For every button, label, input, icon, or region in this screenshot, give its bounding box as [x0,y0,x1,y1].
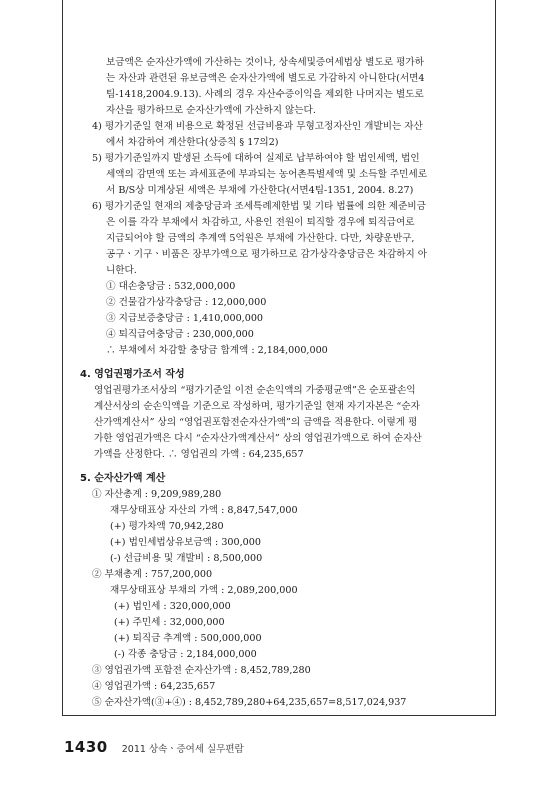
note-line: 지급되어야 할 금액의 추계액 5억원은 부채에 가산한다. 다만, 차량운반구, [106,233,415,244]
list-item: (+) 퇴직금 추계액 : 500,000,000 [114,633,262,644]
list-item: (+) 주민세 : 32,000,000 [114,617,225,628]
list-item: ① 대손충당금 : 532,000,000 [106,281,236,292]
document-body [80,55,488,711]
page-footer [64,738,244,756]
note-line: 공구ㆍ기구ㆍ비품은 장부가액으로 평가하므로 감가상각충당금은 차감하지 아 [106,249,428,260]
list-item: ② 건물감가상각충당금 : 12,000,000 [106,297,267,308]
text-line: 자산을 평가하므로 순자산가액에 가산하지 않는다. [106,105,316,116]
text-line: 팀-1418,2004.9.13). 사례의 경우 자산수증이익을 제외한 나머지는 별도로 [106,89,424,100]
list-item: ① 자산총계 : 9,209,989,280 [92,489,222,500]
note-line: 서 B/S상 미계상된 세액은 부채에 가산한다(서면4팀-1351, 2004. 8.27) [106,185,414,196]
list-item: (-) 선급비용 및 개발비 : 8,500,000 [110,553,263,564]
note-5 [80,151,488,199]
text-line: 계산서상의 순손익액을 기준으로 작성하며, 평가기준일 현재 자기자본은 “순자 [94,401,420,412]
text-line: 가한 영업권가액은 다시 “순자산가액계산서” 상의 영업권가액으로 하여 순자산 [94,433,422,444]
list-item: ③ 지급보증충당금 : 1,410,000,000 [106,313,264,324]
note-line: 5) 평가기준일까지 발생된 소득에 대하여 실제로 납부하여야 할 법인세액, 법인 [92,153,420,164]
note-line: 에서 차감하여 계산한다(상증칙 § 17의2) [106,137,279,148]
book-title: 2011 상속ㆍ증여세 실무편람 [121,744,244,755]
section-4-title: 4. 영업권평가조서 작성 [80,369,185,380]
note-6 [80,199,488,279]
list-item: 재무상태표상 부채의 가액 : 2,089,200,000 [110,585,298,596]
list-item: ⑤ 순자산가액(③+④) : 8,452,789,280+64,235,657=8,517,024,937 [92,697,407,708]
list-item: (-) 각종 충당금 : 2,184,000,000 [114,649,257,660]
note-line: 은 이를 각각 부채에서 차감하고, 사용인 전원이 퇴직할 경우에 퇴직급여로 [106,217,415,228]
list-item: (+) 평가차액 70,942,280 [110,521,224,532]
list-item: ④ 영업권가액 : 64,235,657 [92,681,216,692]
text-line: 가액을 산정한다. ∴ 영업권의 가액 : 64,235,657 [94,449,304,460]
list-item: ③ 영업권가액 포함전 순자산가액 : 8,452,789,280 [92,665,311,676]
list-item: ② 부채총계 : 757,200,000 [92,569,213,580]
section-5-title: 5. 순자산가액 계산 [80,473,166,484]
section-5-list [80,487,488,711]
note-4 [80,119,488,151]
allowance-list [80,279,488,359]
text-line: 는 자산과 관련된 유보금액은 순자산가액에 별도로 가감하지 아니한다(서면4 [106,73,425,84]
top-paragraph [80,55,488,119]
section-4-body [80,383,488,463]
list-item: 재무상태표상 자산의 가액 : 8,847,547,000 [110,505,298,516]
list-item: (+) 법인세법상유보금액 : 300,000 [110,537,261,548]
page-number: 1430 [64,738,108,756]
note-line: 4) 평가기준일 현재 비용으로 확정된 선급비용과 무형고정자산인 개발비는 자산 [92,121,423,132]
text-line: 산가액계산서” 상의 “영업권포함전순자산가액”의 금액을 적용한다. 이렇게 평 [94,417,418,428]
text-line: 영업권평가조서상의 “평가기준일 이전 순손익액의 가중평균액”은 순포괄손익 [94,385,416,396]
note-line: 니한다. [106,265,137,276]
note-line: 세액의 감면액 또는 과세표준에 부과되는 농어촌특별세액 및 소득할 주민세로 [106,169,427,180]
text-line: 보금액은 순자산가액에 가산하는 것이나, 상속세및증여세법상 별도로 평가하 [106,57,424,68]
list-item: ∴ 부채에서 차감할 충당금 합계액 : 2,184,000,000 [106,345,328,356]
list-item: ④ 퇴직급여충당금 : 230,000,000 [106,329,254,340]
note-line: 6) 평가기준일 현재의 제충당금과 조세특례제한법 및 기타 법률에 의한 제준비금 [92,201,426,212]
list-item: (+) 법인세 : 320,000,000 [114,601,231,612]
